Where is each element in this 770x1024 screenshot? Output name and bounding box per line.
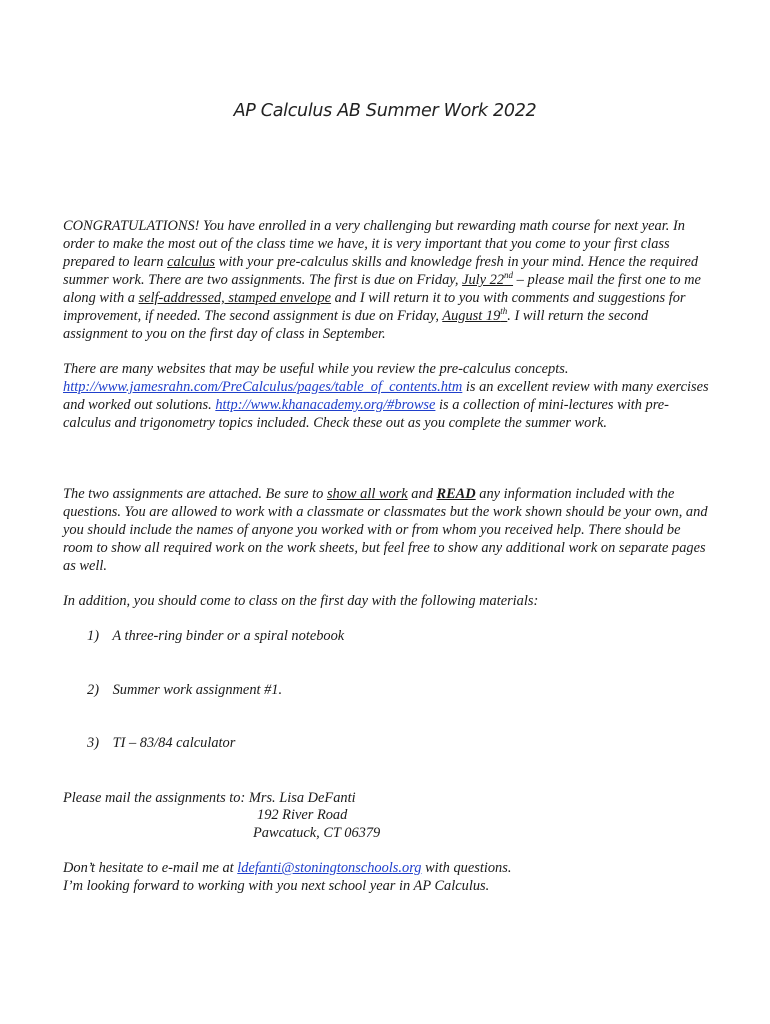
intro-text-2: with your pre-calculus skills and knowledge fresh in your mind. Hence the required summer work. There are two assignments. The first is due on Friday, xyxy=(63,254,699,288)
websites-text-1: There are many websites that may be useful while you review the pre-calculus concepts. xyxy=(63,361,569,377)
materials-item xyxy=(87,681,282,699)
calculus-underlined: calculus xyxy=(167,254,216,270)
materials-item-text: A three-ring binder or a spiral notebook xyxy=(112,628,345,644)
materials-item-number: 3) xyxy=(87,735,99,751)
assignments-text-1: The two assignments are attached. Be sure to xyxy=(63,486,327,502)
intro-paragraph xyxy=(63,217,713,343)
materials-item xyxy=(87,734,235,752)
due-date-2 xyxy=(442,308,507,324)
mailing-address-label: Please mail the assignments to: Mrs. Lisa DeFanti xyxy=(63,790,356,806)
assignments-paragraph xyxy=(63,485,713,575)
closing-line: I’m looking forward to working with you next school year in AP Calculus. xyxy=(63,878,490,894)
websites-paragraph xyxy=(63,360,713,432)
materials-item-text: Summer work assignment #1. xyxy=(112,682,283,698)
intro-text-5: . I will return the second assignment to you on the first day of class in September. xyxy=(63,308,649,342)
khanacademy-link[interactable]: http://www.khanacademy.org/#browse xyxy=(215,397,436,413)
materials-item-number: 1) xyxy=(87,628,99,644)
show-all-work-underlined: show all work xyxy=(326,486,408,502)
assignments-text-3: any information included with the questions. You are allowed to work with a classmate or classmates but the work shown should be your own, and you should include the names of anyone you worked with or from whom you received help. There should be room to show all required work on the work sheets, but feel free to show any additional work on separate pages as well. xyxy=(63,486,708,574)
materials-item xyxy=(87,627,344,645)
due-date-2-text: August 19 xyxy=(442,308,501,324)
due-date-1-text: July 22 xyxy=(462,272,505,288)
contact-line xyxy=(63,859,511,877)
due-date-1-sup: nd xyxy=(504,270,514,281)
materials-item-number: 2) xyxy=(87,682,99,698)
intro-text-1: CONGRATULATIONS! You have enrolled in a very challenging but rewarding math course for next year. In order to make the most out of the class time we have, it is very important that you come to your first class prepared to learn xyxy=(63,218,685,270)
materials-intro: In addition, you should come to class on the first day with the following materials: xyxy=(63,593,539,609)
intro-text-3: – please mail the first one to me along with a xyxy=(63,272,701,306)
due-date-1 xyxy=(462,272,513,288)
envelope-underlined: self-addressed, stamped envelope xyxy=(138,290,332,306)
websites-text-3: is a collection of mini-lectures with pre-calculus and trigonometry topics included. Check these out as you complete the summer work. xyxy=(63,397,669,431)
intro-text-4: and I will return it to you with comments and suggestions for improvement, if needed. The second assignment is due on Friday, xyxy=(63,290,686,324)
read-emphasis: READ xyxy=(436,486,476,502)
mailing-address-street: 192 River Road xyxy=(257,807,348,823)
mailing-address-city: Pawcatuck, CT 06379 xyxy=(253,825,381,841)
contact-text-1: Don’t hesitate to e-mail me at xyxy=(63,860,238,876)
materials-item-text: TI – 83/84 calculator xyxy=(112,735,236,751)
assignments-text-2: and xyxy=(407,486,437,502)
contact-text-2: with questions. xyxy=(421,860,512,876)
email-link[interactable]: ldefanti@stoningtonschools.org xyxy=(237,860,422,876)
websites-text-2: is an excellent review with many exercises and worked out solutions. xyxy=(63,379,709,413)
due-date-2-sup: th xyxy=(500,306,508,317)
jamesrahn-link[interactable]: http://www.jamesrahn.com/PreCalculus/pages/table_of_contents.htm xyxy=(63,379,463,395)
page-title: AP Calculus AB Summer Work 2022 xyxy=(233,101,537,121)
